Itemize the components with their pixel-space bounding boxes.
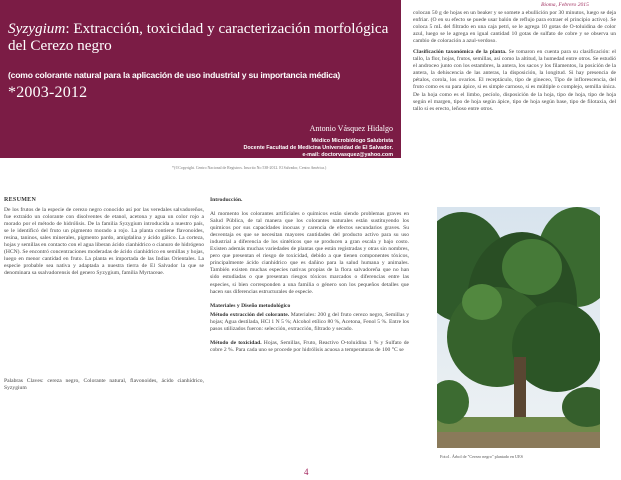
- resumen-text: [4, 207, 204, 277]
- copyright-note: *(©Copyright. Centro Nacional de Registros. Inscrito No 538-2012. El Salvador, Centro América.): [172, 166, 327, 170]
- author-institution: Docente Facultad de Medicina Universidad de El Salvador.: [243, 145, 393, 151]
- issue-date: Bioma, Febrero 2015: [541, 2, 589, 8]
- author-email: e-mail: doctorvasquez@yahoo.com: [302, 152, 393, 158]
- keywords-text: Palabras Claves: cereza negro, Colorante natural, flavonoides, ácido cianhídrico, Syzygium: [4, 378, 204, 392]
- photo-caption: Foto1. Árbol de "Cerezo negro" plantado en UES: [440, 454, 523, 459]
- right-paragraph-1: colocan 50 g de hojas en un beaker y se somete a ebullición por 30 minutos, luego se deja enfriar. (O en su efecto se puede usar balón de reflujo para extraer el principio activo). Se coloca 5 mL del filtrado en una caja petri, se le agrega 10 gotas de O-toluidina de color azul, luego se le agrega en igual cantidad 10 gotas de sulfato de cobre y se observa un cambio de coloración a azul-verdoso.: [413, 10, 616, 45]
- toxicity-heading: Método de toxicidad.: [210, 339, 262, 346]
- toxicity-text: Hojas, Semillas, Fruto, Reactivo O-toluidina 1 % y Sulfato de cobre 2 %. Para cada uno se procede por hidrólisis acuosa a temperaturas de 100 °C se: [210, 339, 410, 353]
- author-name: Antonio Vásquez Hidalgo: [309, 124, 393, 133]
- article-title: [8, 20, 398, 54]
- article-subtitle: (como colorante natural para la aplicación de uso industrial y su importancia médica): [8, 70, 341, 80]
- toxicity-paragraph: [210, 340, 409, 354]
- page-number: 4: [304, 467, 309, 477]
- right-column: [413, 10, 616, 113]
- extraction-text: Materiales: 200 g del fruto cerezo negro, Semillas y hojas; Agua destilada, HCl 1 N 5 %; Alcohol etílico 80 %, Acetona, Fenol 5 %. Entre los pasos utilizados fueron: selección, extracción, filtrado y secado.: [210, 311, 409, 332]
- resumen-paragraph: De los frutos de la especie de cerezo negro conocido así por las veredales salvadoreños, fue extraído un colorante con disolventes de etanol, acetona y agua un color rojo a morado por el método de hidrólisis. De la familia Syzygium introducida a nuestro país, se le identificó del fruto un pigmento morado a rojo. La planta contiene flavonoides, resina, taninos, sales minerales, pigmento pardo, amigdalina y ácido gálico. La corteza, hojas y semillas en contacto con el agua liberan ácido cianhídrico o cianuro de hidrógeno (HCN). Se encontró concentraciones moderadas de ácido cianhídrico en semillas y hojas, luego en menor cantidad en fruto. La planta es importada de las Indias Orientales. La especie probable sea nativa y adaptada a nuestra tierra de El Salvador la que se denominara sa ssalvadorensis del genero Syzygium, familia Myrtaceae.: [4, 207, 204, 277]
- methods-heading: Materiales y Diseño metodológico: [210, 302, 291, 309]
- intro-paragraph: Al momento los colorantes artificiales o químicos están siendo problemas graves en Salud Pública, de tal manera que los colorantes naturales están sustituyendo los químicos por sus capacidades inocuas y carencia de efectos secundarios graves. Su desventaja es que se necesitan mayores cantidades del producto activo para su uso industrial a diferencia de los sintéticos que se producen a gran escala y bajo costo. Existen además muchas variedades de plantas que están registradas y otras sin nombres, pero que presentan el riesgo de toxicidad, debido a que tienen componentes tóxicos, principalmente ácido cianhídrico que es dañino para la salud humana y animales. También existen muchas especies nativas propias de la flora salvadoreña que no han sido estudiadas o que presentan riesgos tóxicos marcados o diferencias entre las especies, si bien corresponden a una familia o género son los pequeños detalles que hacen sus diferencias estructurales de especie.: [210, 211, 409, 295]
- intro-heading: Introducción.: [210, 197, 243, 203]
- extraction-heading: Método extracción del colorante.: [210, 311, 290, 318]
- title-rest: : Extracción, toxicidad y caracterización morfológica del Cerezo negro: [8, 20, 389, 54]
- taxonomy-paragraph: [413, 49, 616, 112]
- resumen-heading: RESUMEN: [4, 197, 37, 203]
- author-role: Médico Microbiólogo Salubrista: [311, 138, 393, 144]
- title-genus: Syzygium: [8, 20, 66, 37]
- extraction-paragraph: [210, 312, 409, 333]
- middle-column: [210, 197, 409, 354]
- taxonomy-text: Se tomaron en cuenta para su clasificación: el tallo, la flor, hojas, frutos, semillas, así como la altitud, la humedad entre otros. Se estudió el androceo junto con los estambres, la antera, los sacos y los filamentos, la posición de la antera, la dehiscencia de las anteras, la disposición, la longitud. Si hay presencia de pétalos, corola, los ovarios. El receptáculo, tipo de gineceo, Tipo de inflorescencia, del fruto como es su para ápice, si es simple carnoso, si es múltiple o complejo, semilla única. De la hoja como es el limbo, pecíolo, disposición de la hoja, tipo de hoja, tipo de hoja según el margen, tipo de hoja según ápice, tipo de hoja según base, tipo de filotaxia, del tallo si es erecto, leñoso entre otros.: [413, 49, 616, 112]
- keywords: [4, 378, 204, 392]
- taxonomy-heading: Clasificación taxonómica de la planta.: [413, 49, 507, 56]
- article-years: *2003-2012: [8, 84, 88, 101]
- tree-photo: [437, 207, 600, 448]
